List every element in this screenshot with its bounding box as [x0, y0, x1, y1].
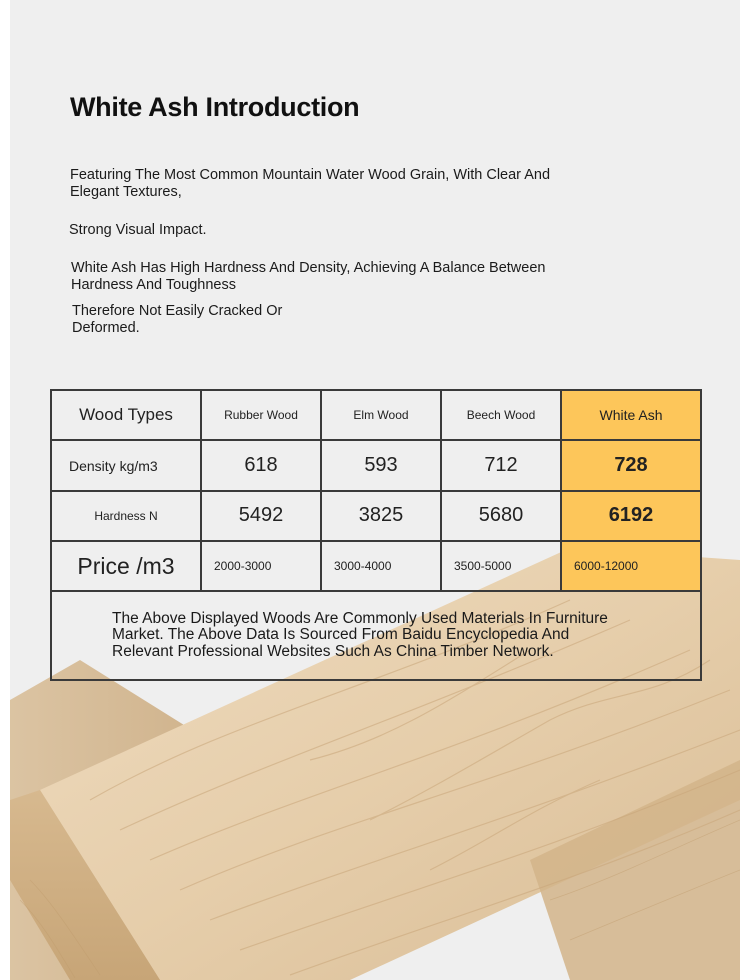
cell-value-highlight: 6192 [561, 491, 701, 541]
row-label-price: Price /m3 [51, 541, 201, 591]
header-beech-wood: Beech Wood [441, 390, 561, 440]
cell-value: 3000-4000 [321, 541, 441, 591]
cell-value-highlight: 6000-12000 [561, 541, 701, 591]
row-label-hardness: Hardness N [51, 491, 201, 541]
intro-paragraph-4: Therefore Not Easily Cracked Or Deformed. [72, 303, 283, 336]
cell-value: 5492 [201, 491, 321, 541]
row-label-density: Density kg/m3 [51, 440, 201, 490]
cell-value: 593 [321, 440, 441, 490]
note-cell [51, 591, 701, 680]
header-elm-wood: Elm Wood [321, 390, 441, 440]
table-note-row [51, 591, 701, 680]
intro-paragraph-1: Featuring The Most Common Mountain Water Wood Grain, With Clear And Elegant Textures, [70, 167, 551, 200]
intro-paragraph-3: White Ash Has High Hardness And Density, Achieving A Balance Between Hardness And Toughness [71, 260, 546, 293]
table-header-row [51, 390, 701, 440]
cell-value: 618 [201, 440, 321, 490]
table-row [51, 491, 701, 541]
table-row [51, 440, 701, 490]
header-rubber-wood: Rubber Wood [201, 390, 321, 440]
cell-value: 712 [441, 440, 561, 490]
source-note: The Above Displayed Woods Are Commonly Used Materials In Furniture Market. The Above Data Is Sourced From Baidu Encyclopedia And Relevant Professional Websites Such As China Timber Network. [112, 609, 608, 660]
wood-comparison-table [50, 389, 702, 681]
cell-value: 5680 [441, 491, 561, 541]
header-wood-types: Wood Types [51, 390, 201, 440]
intro-paragraph-2: Strong Visual Impact. [69, 222, 207, 238]
page-title: White Ash Introduction [70, 92, 360, 122]
cell-value: 3825 [321, 491, 441, 541]
cell-value-highlight: 728 [561, 440, 701, 490]
header-white-ash: White Ash [561, 390, 701, 440]
cell-value: 2000-3000 [201, 541, 321, 591]
cell-value: 3500-5000 [441, 541, 561, 591]
table-row [51, 541, 701, 591]
product-page [10, 0, 740, 980]
